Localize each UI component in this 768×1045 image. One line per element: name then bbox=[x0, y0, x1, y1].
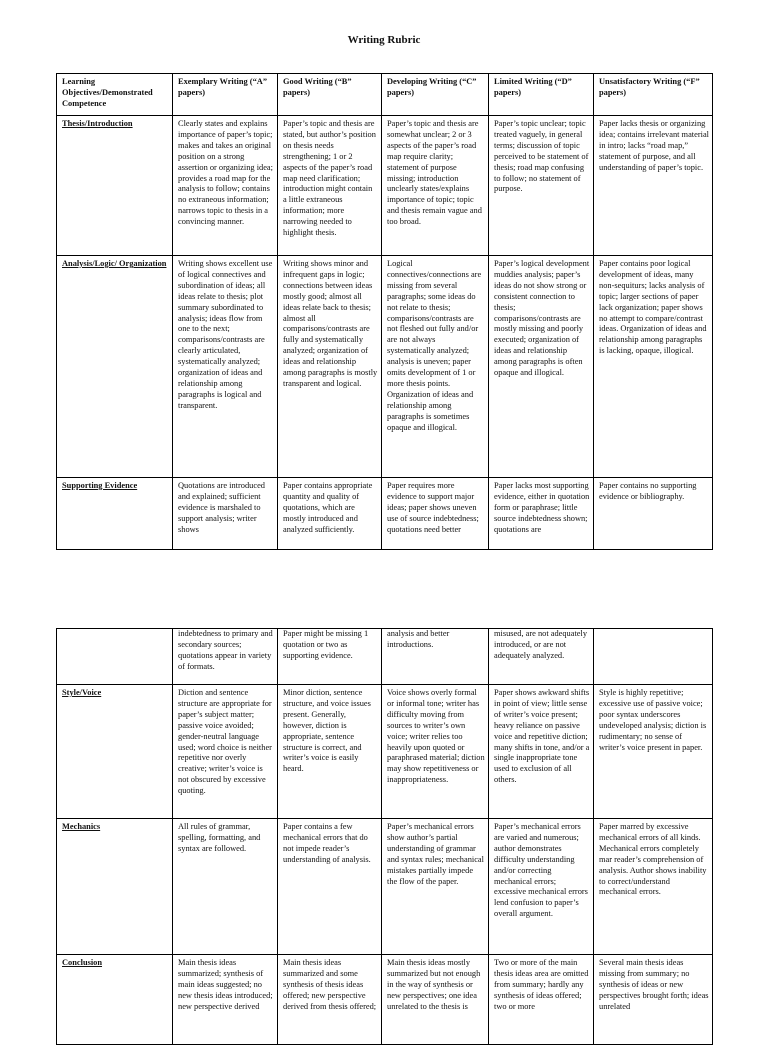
header-exemplary: Exemplary Writing (“A” papers) bbox=[173, 74, 278, 116]
rubric-cell: Style is highly repetitive; excessive use of passive voice; poor syntax underscores undeveloped analysis; diction is rudimentary; no sense of writer’s voice present in paper. bbox=[594, 685, 713, 819]
rubric-cell: All rules of grammar, spelling, formatting, and syntax are followed. bbox=[173, 819, 278, 955]
continuation-row bbox=[57, 629, 713, 685]
rubric-cell: Paper might be missing 1 quotation or two as supporting evidence. bbox=[278, 629, 382, 685]
rubric-cell: Main thesis ideas summarized and some synthesis of thesis ideas offered; new perspective derived from thesis offered; bbox=[278, 955, 382, 1045]
rubric-cell: Diction and sentence structure are appropriate for paper’s subject matter; passive voice avoided; gender-neutral language used; word choice is neither repetitive nor overly creative; writer’s voice is not obscured by excessive quoting. bbox=[173, 685, 278, 819]
rubric-cell bbox=[594, 629, 713, 685]
rubric-cell: indebtedness to primary and secondary sources; quotations appear in variety of formats. bbox=[173, 629, 278, 685]
rubric-cell: Main thesis ideas mostly summarized but not enough in the way of synthesis or new perspectives; one idea unrelated to the thesis is bbox=[382, 955, 489, 1045]
rubric-cell: Paper lacks most supporting evidence, either in quotation form or paraphrase; little source indebtedness shown; quotations are bbox=[489, 478, 594, 550]
rubric-cell: Paper’s topic and thesis are somewhat unclear; 2 or 3 aspects of the paper’s road map require clarity; statement of purpose missing; introduction unclearly states/explains importance of topic; topic and thesis remain vague and too broad. bbox=[382, 116, 489, 256]
objective-label: Thesis/Introduction bbox=[57, 116, 173, 256]
rubric-cell: Paper’s topic unclear; topic treated vaguely, in general terms; discussion of topic perceived to be statement of thesis; road map confusing to follow; no statement of purpose. bbox=[489, 116, 594, 256]
header-developing: Developing Writing (“C” papers) bbox=[382, 74, 489, 116]
header-limited: Limited Writing (“D” papers) bbox=[489, 74, 594, 116]
rubric-cell: Quotations are introduced and explained; sufficient evidence is marshaled to support analysis; writer shows bbox=[173, 478, 278, 550]
objective-label: Style/Voice bbox=[57, 685, 173, 819]
table-row bbox=[57, 819, 713, 955]
header-row bbox=[57, 74, 713, 116]
rubric-cell: Paper’s logical development muddies analysis; paper’s ideas do not show strong or consistent connection to thesis; comparisons/contrasts are mostly missing and poorly executed; organization of ideas and relationship among paragraphs is often opaque and illogical. bbox=[489, 256, 594, 478]
rubric-cell: Paper contains no supporting evidence or bibliography. bbox=[594, 478, 713, 550]
rubric-cell: Logical connectives/connections are missing from several paragraphs; some ideas do not relate to thesis; comparisons/contrasts are not fleshed out fully and/or are not always systematically analyzed; analysis is uneven; paper omits development of 1 or more thesis points. Organization of ideas and relationship among paragraphs is sometimes opaque and illogical. bbox=[382, 256, 489, 478]
rubric-cell: Voice shows overly formal or informal tone; writer has difficulty moving from sources to writer’s own voice; writer relies too heavily upon quoted or paraphrased material; diction may show repetitiveness or inappropriateness. bbox=[382, 685, 489, 819]
rubric-cell: Clearly states and explains importance of paper’s topic; makes and takes an original position on a strong assertion or organizing idea; provides a road map for the analysis to follow; contains no extraneous information; narrows topic to thesis in a convincing manner. bbox=[173, 116, 278, 256]
document-title: Writing Rubric bbox=[347, 34, 421, 46]
rubric-cell: Paper’s topic and thesis are stated, but author’s position on thesis needs strengthening; 1 or 2 aspects of the paper’s road map need clarification; introduction might contain a little extraneous information; more narrowing needed to highlight thesis. bbox=[278, 116, 382, 256]
rubric-cell: Paper shows awkward shifts in point of view; little sense of writer’s voice present; heavy reliance on passive voice and repetitive diction; many shifts in tone, and/or a single inappropriate tone used to exclusion of all others. bbox=[489, 685, 594, 819]
rubric-cell: Paper’s mechanical errors show author’s partial understanding of grammar and syntax rules; mechanical mistakes partially impede the flow of the paper. bbox=[382, 819, 489, 955]
objective-label: Analysis/Logic/ Organization bbox=[57, 256, 173, 478]
header-objectives: Learning Objectives/Demonstrated Competence bbox=[57, 74, 173, 116]
objective-label bbox=[57, 629, 173, 685]
rubric-cell: Writing shows excellent use of logical connectives and subordination of ideas; all ideas relate to thesis; plot summary subordinated to analysis; ideas flow from one to the next; comparisons/contrasts are clearly articulated, systematically analyzed; organization of ideas and relationship among paragraphs is logical and transparent. bbox=[173, 256, 278, 478]
header-good: Good Writing (“B” papers) bbox=[278, 74, 382, 116]
rubric-cell: misused, are not adequately introduced, or are not adequately analyzed. bbox=[489, 629, 594, 685]
rubric-cell: analysis and better introductions. bbox=[382, 629, 489, 685]
rubric-table-page-1 bbox=[56, 73, 713, 550]
rubric-cell: Paper’s mechanical errors are varied and numerous; author demonstrates difficulty understanding and/or correcting mechanical errors; excessive mechanical errors lend confusion to paper’s overall argument. bbox=[489, 819, 594, 955]
table-row bbox=[57, 685, 713, 819]
rubric-cell: Paper marred by excessive mechanical errors of all kinds. Mechanical errors completely mar reader’s comprehension of analysis. Author shows inability to correct/understand mechanical errors. bbox=[594, 819, 713, 955]
rubric-cell: Paper lacks thesis or organizing idea; contains irrelevant material in intro; lacks “road map,” statement of purpose, and all understanding of paper’s topic. bbox=[594, 116, 713, 256]
rubric-cell: Paper contains appropriate quantity and quality of quotations, which are mostly introduced and analyzed sufficiently. bbox=[278, 478, 382, 550]
rubric-cell: Writing shows minor and infrequent gaps in logic; connections between ideas mostly good; almost all ideas relate back to thesis; almost all comparisons/contrasts are fully and systematically analyzed; organization of ideas and relationship among paragraphs is mostly transparent and logical. bbox=[278, 256, 382, 478]
rubric-cell: Minor diction, sentence structure, and voice issues present. Generally, however, diction is appropriate, sentence structure is correct, and writer’s voice is easily heard. bbox=[278, 685, 382, 819]
header-unsatisfactory: Unsatisfactory Writing (“F” papers) bbox=[594, 74, 713, 116]
rubric-cell: Main thesis ideas summarized; synthesis of main ideas suggested; no new thesis ideas introduced; new perspective derived bbox=[173, 955, 278, 1045]
table-row bbox=[57, 955, 713, 1045]
objective-label: Supporting Evidence bbox=[57, 478, 173, 550]
rubric-cell: Two or more of the main thesis ideas area are omitted from summary; hardly any synthesis of ideas offered; two or more bbox=[489, 955, 594, 1045]
table-row bbox=[57, 256, 713, 478]
table-row bbox=[57, 116, 713, 256]
rubric-cell: Paper requires more evidence to support major ideas; paper shows uneven use of source indebtedness; quotations need better bbox=[382, 478, 489, 550]
table-row bbox=[57, 478, 713, 550]
rubric-cell: Several main thesis ideas missing from summary; no synthesis of ideas or new perspectives brought forth; ideas unrelated bbox=[594, 955, 713, 1045]
objective-label: Mechanics bbox=[57, 819, 173, 955]
rubric-cell: Paper contains a few mechanical errors that do not impede reader’s understanding of analysis. bbox=[278, 819, 382, 955]
rubric-table-page-2 bbox=[56, 628, 713, 1045]
rubric-cell: Paper contains poor logical development of ideas, many non-sequiturs; lacks analysis of topic; larger sections of paper lack organization; paper shows no attempt to compare/contrast ideas. Organization of ideas and relationship among paragraphs is lacking, opaque, illogical. bbox=[594, 256, 713, 478]
objective-label: Conclusion bbox=[57, 955, 173, 1045]
